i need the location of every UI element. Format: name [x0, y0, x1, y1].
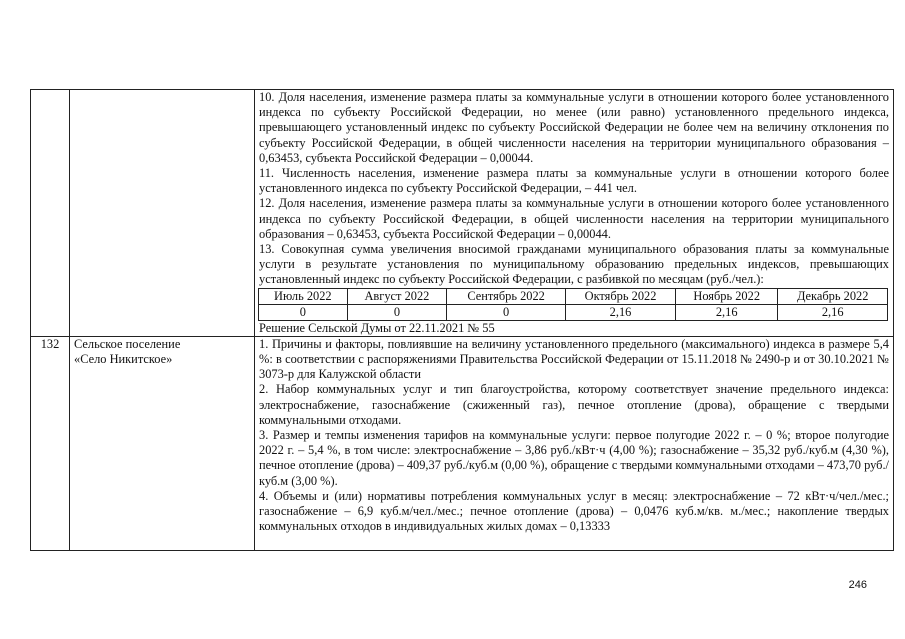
month-value: 0	[259, 304, 348, 320]
month-value: 2,16	[676, 304, 778, 320]
decision-text: Решение Сельской Думы от 22.11.2021 № 55	[259, 320, 495, 335]
paragraph: 10. Доля населения, изменение размера платы за коммунальные услуги в отношении которого более установленного индекса по субъекту Российской Федерации, но менее (или равно) установленного предельного индекса, превышающего установленный индекс по субъекту Российской Федерации не более чем на величину отклонения по субъекту Российской Федерации, в общей численности населения на территории муниципального образования – 0,63453, субъекта Российской Федерации – 0,00044.	[259, 90, 889, 165]
month-header: Декабрь 2022	[778, 288, 888, 304]
month-header: Ноябрь 2022	[676, 288, 778, 304]
row-number-cell: 132	[31, 336, 70, 550]
paragraph: 4. Объемы и (или) нормативы потребления коммунальных услуг в месяц: электроснабжение – 72 кВт·ч/чел./мес.; газоснабжение – 6,9 куб.м/чел./мес.; печное отопление (дрова) – 0,0476 куб.м/кв. м./мес.; накопление твердых коммунальных отходов в индивидуальных жилых домах – 0,13333	[259, 488, 889, 534]
document-table	[30, 89, 894, 551]
paragraph: 12. Доля населения, изменение размера платы за коммунальные услуги в отношении которого более установленного индекса по субъекту Российской Федерации, в общей численности населения на территории муниципального образования – 0,63453, субъекта Российской Федерации – 0,00044.	[259, 196, 889, 241]
page-number: 246	[848, 579, 867, 591]
info-cell	[255, 90, 894, 337]
municipality-cell	[70, 336, 255, 550]
municipality-type: Сельское поселение	[74, 336, 181, 351]
municipality-name: «Село Никитское»	[74, 352, 173, 367]
month-header: Октябрь 2022	[565, 288, 675, 304]
month-header: Июль 2022	[259, 288, 348, 304]
month-value: 0	[347, 304, 447, 320]
paragraph: 13. Совокупная сумма увеличения вносимой гражданами муниципального образования платы за коммунальные услуги в результате установления по муниципальному образованию предельных индексов, превышающих установленный индекс по субъекту Российской Федерации, с разбивкой по месяцам (руб./чел.):	[259, 242, 889, 287]
paragraph: 11. Численность населения, изменение размера платы за коммунальные услуги в отношении которого более установленного индекса по субъекту Российской Федерации, – 441 чел.	[259, 166, 889, 196]
paragraph: 3. Размер и темпы изменения тарифов на коммунальные услуги: первое полугодие 2022 г. – 0 %; второе полугодие 2022 г. – 5,4 %, в том числе: электроснабжение – 3,86 руб./кВт·ч (4,00 %); газоснабжение – 35,32 руб./куб.м (4,30 %), печное отопление (дрова) – 409,37 руб./куб.м (0,00 %), обращение с твердыми коммунальными отходами – 473,70 руб./куб.м (3,00 %).	[259, 428, 889, 488]
info-cell	[255, 336, 894, 550]
paragraph: 1. Причины и факторы, повлиявшие на величину установленного предельного (максимального) индекса в размере 5,4 %: в соответствии с распоряжениями Правительства Российской Федерации от 15.11.2018 № 2490-р и от 30.10.2021 № 3073-р для Калужской области	[259, 336, 889, 382]
month-value: 2,16	[565, 304, 675, 320]
month-header: Сентябрь 2022	[447, 288, 566, 304]
municipality-cell	[70, 90, 255, 337]
months-header-row	[259, 288, 888, 304]
month-header: Август 2022	[347, 288, 447, 304]
month-value: 0	[447, 304, 566, 320]
table-row	[31, 90, 894, 337]
row-number-cell	[31, 90, 70, 337]
paragraph: 2. Набор коммунальных услуг и тип благоустройства, которому соответствует значение предельного индекса: электроснабжение, газоснабжение (сжиженный газ), печное отопление (дрова), обращение с твердыми коммунальными отходами.	[259, 382, 889, 427]
months-values-row	[259, 304, 888, 320]
month-value: 2,16	[778, 304, 888, 320]
monthly-increase-table	[258, 288, 888, 321]
table-row	[31, 336, 894, 550]
